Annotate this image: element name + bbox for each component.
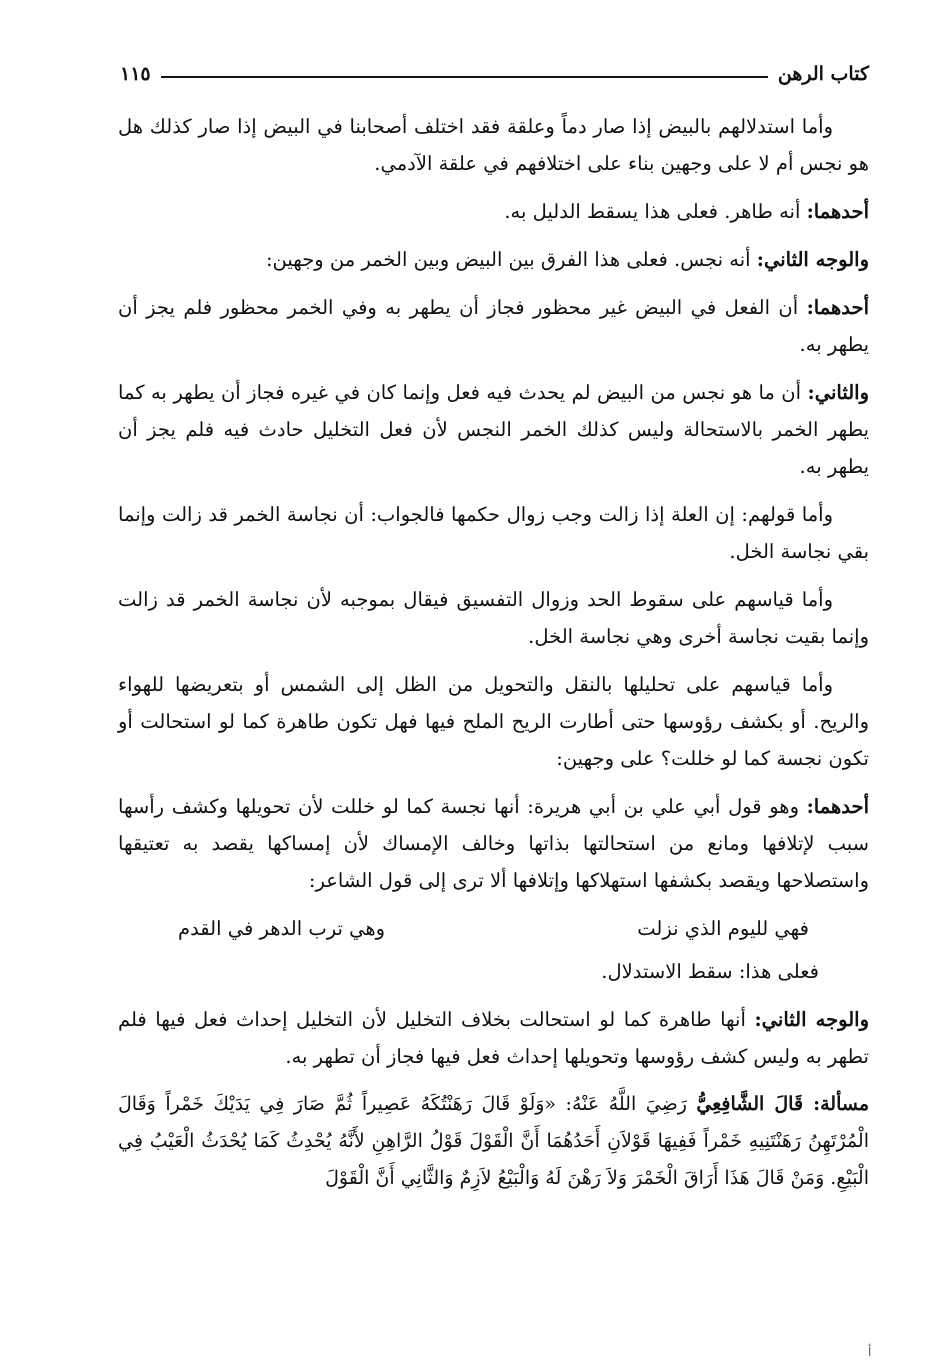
header-rule xyxy=(161,76,768,78)
verse-second-hemistich: وهي ترب الدهر في القدم xyxy=(178,917,386,940)
footer-mark: أ xyxy=(868,1345,872,1359)
paragraph-9 xyxy=(118,788,869,899)
paragraph-8: وأما قياسهم على تحليلها بالنقل والتحويل من الظل إلى الشمس أو بتعريضها للهواء والريح. أو بكشف رؤوسها حتى أطارت الريح الملح فيها فهل تكون طاهرة كما لو استحالت أو تكون نجسة كما لو خللت؟ على وجهين: xyxy=(118,673,869,770)
paragraph-text: أن ما هو نجس من البيض لم يحدث فيه فعل وإنما كان في غيره فجاز أن يطهر به كما يطهر الخمر بالاستحالة وليس كذلك الخمر النجس لأن فعل التخليل حادث فيه فلم يجز أن يطهر به. xyxy=(118,381,869,478)
paragraph-lead: والثاني: xyxy=(807,381,869,404)
paragraph-lead: والوجه الثاني: xyxy=(756,248,869,271)
page-body xyxy=(118,108,869,1208)
running-header xyxy=(120,58,869,90)
paragraph-lead: أحدهما: xyxy=(806,795,869,818)
paragraph-10 xyxy=(118,1001,869,1075)
verse-first-hemistich: فهي لليوم الذي نزلت xyxy=(637,917,809,940)
paragraph-6: وأما قولهم: إن العلة إذا زالت وجب زوال حكمها فالجواب: أن نجاسة الخمر قد زالت وإنما بقي نجاسة الخل. xyxy=(118,503,869,563)
paragraph-1: وأما استدلالهم بالبيض إذا صار دماً وعلقة فقد اختلف أصحابنا في البيض إذا صار كذلك هل هو نجس أم لا على وجهين بناء على اختلافهم في علقة الآدمي. xyxy=(118,115,869,175)
page-number: ١١٥ xyxy=(120,63,151,85)
paragraph-text: وهو قول أبي علي بن أبي هريرة: أنها نجسة كما لو خللت لأن تحويلها وكشف رأسها سبب لإتلافها ومانع من استحالتها بذاتها وخالف الإمساك لأن إمساكها يقصد به تعتيقها واستصلاحها ويقصد بكشفها استهلاكها وإتلافها ألا ترى إلى قول الشاعر: xyxy=(118,795,869,892)
paragraph-lead: أحدهما: xyxy=(806,200,869,223)
poetry-verse xyxy=(118,910,869,947)
paragraph-text: رَضِيَ اللَّهُ عَنْهُ: «وَلَوْ قَالَ رَهَنْتُكَهُ عَصِيراً ثُمَّ صَارَ فِي يَدَيْكَ خَمْراً وَقَالَ الْمُرْتَهِنُ رَهَنْتَنِيهِ خَمْراً فَفِيهَا قَوْلاَنِ أَحَدُهُمَا أَنَّ الْقَوْلَ قَوْلُ الرَّاهِنِ لأَنَّهُ يُحْدِثُ كَمَا يُحْدَثُ الْعَيْبُ فِي الْبَيْعِ. وَمَنْ قَالَ هَذَا أَرَاقَ الْخَمْرَ وَلاَ رَهْنَ لَهُ وَالْبَيْعُ لاَزِمٌ وَالثَّانِي أَنَّ الْقَوْلَ xyxy=(118,1093,869,1189)
paragraph-4 xyxy=(118,289,869,363)
paragraph-lead: مسألة: قَالَ الشَّافِعِيُّ xyxy=(696,1093,870,1115)
paragraph-2 xyxy=(118,193,869,230)
paragraph-text: أنها طاهرة كما لو استحالت بخلاف التخليل لأن التخليل إحداث فعل فيها فلم تطهر به وليس كشف رؤوسها وتحويلها إحداث فعل فيها فجاز أن تطهر به. xyxy=(118,1008,869,1068)
paragraph-lead: والوجه الثاني: xyxy=(754,1008,869,1031)
paragraph-5 xyxy=(118,374,869,485)
paragraph-text: أن الفعل في البيض غير محظور فجاز أن يطهر به وفي الخمر محظور فلم يجز أن يطهر به. xyxy=(118,296,869,356)
paragraph-text: أنه نجس. فعلى هذا الفرق بين البيض وبين الخمر من وجهين: xyxy=(265,248,757,271)
paragraph-text: أنه طاهر. فعلى هذا يسقط الدليل به. xyxy=(504,200,807,223)
paragraph-verse-after: فعلى هذا: سقط الاستدلال. xyxy=(601,960,819,983)
paragraph-11 xyxy=(118,1086,869,1197)
paragraph-3 xyxy=(118,241,869,278)
header-title: كتاب الرهن xyxy=(777,63,869,85)
paragraph-7: وأما قياسهم على سقوط الحد وزوال التفسيق فيقال بموجبه لأن نجاسة الخمر قد زالت وإنما بقيت نجاسة أخرى وهي نجاسة الخل. xyxy=(118,588,869,648)
paragraph-lead: أحدهما: xyxy=(806,296,869,319)
